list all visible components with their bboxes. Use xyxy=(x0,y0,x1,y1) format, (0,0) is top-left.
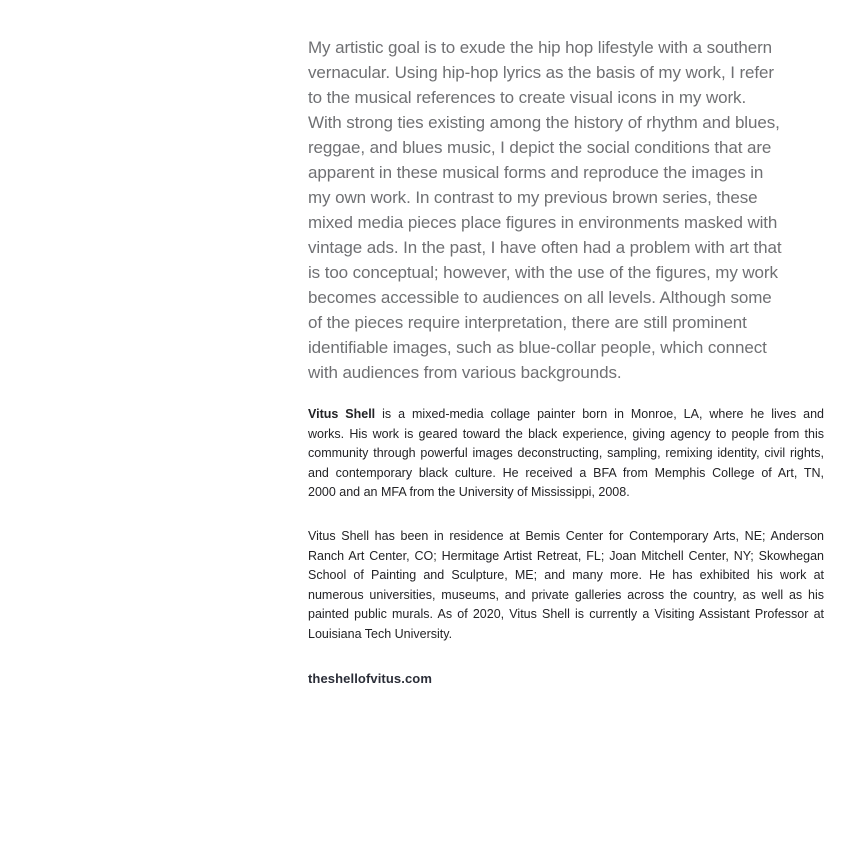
bio-line: Vitus Shell has been in residence at Bemis Center for Contemporary Arts, NE; Anderson xyxy=(308,529,824,543)
bio-line: School of Painting and Sculpture, ME; and many more. He has exhibited his work at xyxy=(308,568,824,583)
bio-line-text: is a mixed-media collage painter born in Monroe, LA, where he lives and xyxy=(382,407,824,421)
website-link[interactable]: theshellofvitus.com xyxy=(308,671,432,686)
bio-line: works. His work is geared toward the black experience, giving agency to people from this xyxy=(308,426,824,441)
statement-line: mixed media pieces place figures in environments masked with xyxy=(308,213,778,232)
statement-line: My artistic goal is to exude the hip hop lifestyle with a southern xyxy=(308,38,772,57)
bio-line: numerous universities, museums, and private galleries across the country, as well as his xyxy=(308,587,824,602)
bio-line xyxy=(308,405,824,425)
statement-line: apparent in these musical forms and reproduce the images in xyxy=(308,163,764,182)
artist-statement-paragraph xyxy=(308,35,824,385)
statement-line: vintage ads. In the past, I have often had a problem with art that xyxy=(308,238,782,257)
statement-line: identifiable images, such as blue-collar people, which connect xyxy=(308,338,767,357)
statement-line: reggae, and blues music, I depict the social conditions that are xyxy=(308,138,772,157)
bio-line: community through powerful images deconstructing, sampling, remixing identity, civil rights, xyxy=(308,446,824,461)
statement-line: becomes accessible to audiences on all levels. Although some xyxy=(308,288,772,307)
artist-name-bold: Vitus Shell xyxy=(308,407,376,421)
statement-line: to the musical references to create visual icons in my work. xyxy=(308,88,747,107)
statement-line: is too conceptual; however, with the use of the figures, my work xyxy=(308,263,778,282)
bio-line: painted public murals. As of 2020, Vitus Shell is currently a Visiting Assistant Professor at xyxy=(308,607,824,622)
statement-line: my own work. In contrast to my previous brown series, these xyxy=(308,188,758,207)
bio-line: Ranch Art Center, CO; Hermitage Artist Retreat, FL; Joan Mitchell Center, NY; Skowhegan xyxy=(308,548,824,563)
bio-line: and contemporary black culture. He received a BFA from Memphis College of Art, TN, xyxy=(308,465,824,480)
statement-line: With strong ties existing among the history of rhythm and blues, xyxy=(308,113,780,132)
bio-paragraph-1 xyxy=(308,405,824,503)
bio-line: 2000 and an MFA from the University of Mississippi, 2008. xyxy=(308,485,630,500)
bio-paragraph-2 xyxy=(308,527,824,645)
bio-line: Louisiana Tech University. xyxy=(308,626,453,641)
statement-line: with audiences from various backgrounds. xyxy=(308,363,622,382)
statement-line: vernacular. Using hip-hop lyrics as the basis of my work, I refer xyxy=(308,63,774,82)
statement-line: of the pieces require interpretation, there are still prominent xyxy=(308,313,747,332)
